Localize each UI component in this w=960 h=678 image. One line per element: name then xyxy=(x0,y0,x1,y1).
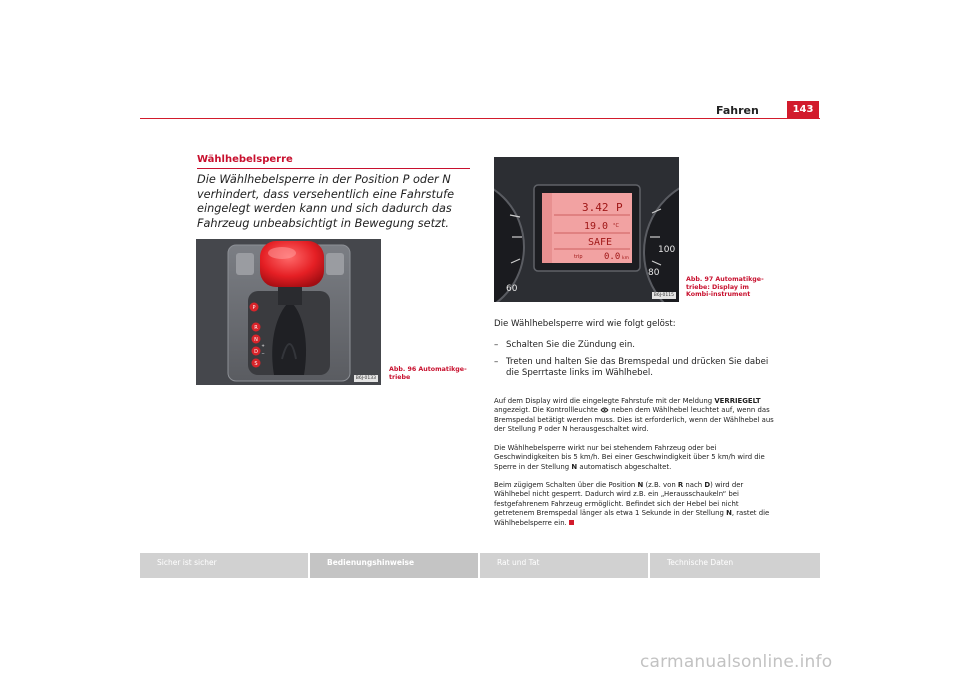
text-run-bold: N xyxy=(637,481,644,489)
step-dash: – xyxy=(494,340,499,350)
instrument-cluster-illustration xyxy=(494,157,679,302)
text-run: Die Wählhebelsperre wirkt nur bei stehendem Fahrzeug oder bei Geschwindigkeiten bis 5 km/h. Bei einer Geschwindigkeit über 5 km/h wird die Sperre in der Stellung xyxy=(494,444,765,471)
display-trip-unit: km xyxy=(622,256,629,261)
step-text: Treten und halten Sie das Bremspedal und drücken Sie dabei die Sperrtaste links im Wählhebel. xyxy=(506,356,769,378)
text-run: ) wird der Wählhebel nicht gesperrt. Dadurch wird z.B. ein „Herausschaukeln“ bei festgefahrenem Fahrzeug ermöglicht. Befindet sich der Hebel bei nicht getretenem Bremspedal länger als etwa 1 Sekunde in der Stellung xyxy=(494,481,744,518)
step-dash: – xyxy=(494,356,499,367)
gear-label-n: N xyxy=(254,337,258,343)
text-run: (z.B. von xyxy=(643,481,678,489)
text-run-bold: D xyxy=(704,481,711,489)
speedo-label-100: 100 xyxy=(658,245,676,255)
paragraph-display-message xyxy=(494,397,777,435)
page-number: 143 xyxy=(787,101,819,118)
text-run: nach xyxy=(683,481,705,489)
text-run: Beim zügigem Schalten über die Position xyxy=(494,481,638,489)
gear-label-minus: − xyxy=(261,351,265,356)
footer-tab-technische-daten[interactable]: Technische Daten xyxy=(650,553,820,578)
display-line-time: 3.42 xyxy=(582,201,609,214)
display-trip-label: trip xyxy=(574,254,583,260)
text-run: angezeigt. Die Kontrollleuchte xyxy=(494,406,601,415)
figure-97-caption: Abb. 97 Automatikge-triebe: Display im Kombi-instrument xyxy=(686,276,764,298)
section-intro: Die Wählhebelsperre in der Position P oder N verhindert, dass versehentlich eine Fahrstufe eingelegt werden kann und sich dadurch das Fahrzeug unbeabsichtigt in Bewegung setzt. xyxy=(197,173,455,231)
display-trip-value: 0.0 xyxy=(604,252,621,262)
section-title-rule xyxy=(197,168,470,169)
text-run-bold: N xyxy=(571,462,578,471)
instruction-step xyxy=(494,340,784,352)
paragraph-speed-limit xyxy=(494,444,777,472)
figure-96-code: B6J-0133 xyxy=(355,376,376,381)
gear-label-plus: + xyxy=(261,343,265,348)
brake-warning-icon xyxy=(600,407,609,414)
paragraph-quick-shift xyxy=(494,481,777,528)
figure-97-code: B6J-0115 xyxy=(653,293,674,298)
gear-label-p: P xyxy=(252,305,256,311)
gear-label-s: S xyxy=(254,361,258,367)
instruction-step xyxy=(494,357,784,380)
speedo-label-60: 60 xyxy=(506,284,518,294)
section-end-marker xyxy=(569,520,574,525)
text-run: automatisch abgeschaltet. xyxy=(577,462,672,471)
figure-instrument-display xyxy=(494,157,679,302)
speedo-label-80: 80 xyxy=(648,268,660,278)
text-run: Auf dem Display wird die eingelegte Fahrstufe mit der Meldung xyxy=(494,397,715,405)
header-divider xyxy=(140,118,820,119)
text-run-bold: N xyxy=(726,509,732,518)
footer-tab-rat-und-tat[interactable]: Rat und Tat xyxy=(480,553,648,578)
instruction-steps xyxy=(494,340,784,385)
gear-label-r: R xyxy=(254,325,258,331)
figure-automatic-gear-selector xyxy=(196,239,381,385)
page-header-title: Fahren xyxy=(716,104,759,117)
display-gear: P xyxy=(616,201,623,214)
display-temperature: 19.0 xyxy=(584,221,609,232)
text-run: neben dem Wählhebel leuchtet auf, wenn das Bremspedal betätigt werden muss. Dies ist erforderlich, wenn der Wählhebel aus der Stellung P oder N herausgeschaltet wird. xyxy=(494,406,774,434)
text-run-bold: VERRIEGELT xyxy=(714,397,761,405)
display-temp-unit: °C xyxy=(613,223,619,229)
text-run-bold: R xyxy=(677,481,684,489)
display-safe: SAFE xyxy=(588,237,613,248)
footer-tab-bedienungshinweise[interactable]: Bedienungshinweise xyxy=(310,553,478,578)
footer-tab-sicher-ist-sicher[interactable]: Sicher ist sicher xyxy=(140,553,308,578)
text-run: , rastet die Wählhebelsperre ein. xyxy=(494,509,770,527)
instructions-lead: Die Wählhebelsperre wird wie folgt gelöst: xyxy=(494,319,676,329)
watermark: carmanualsonline.info xyxy=(640,652,833,672)
section-title: Wählhebelsperre xyxy=(197,154,293,165)
step-text: Schalten Sie die Zündung ein. xyxy=(506,340,636,350)
figure-96-caption: Abb. 96 Automatikge-triebe xyxy=(389,366,467,381)
gear-label-d: D xyxy=(254,349,258,355)
gear-selector-illustration xyxy=(196,239,381,385)
